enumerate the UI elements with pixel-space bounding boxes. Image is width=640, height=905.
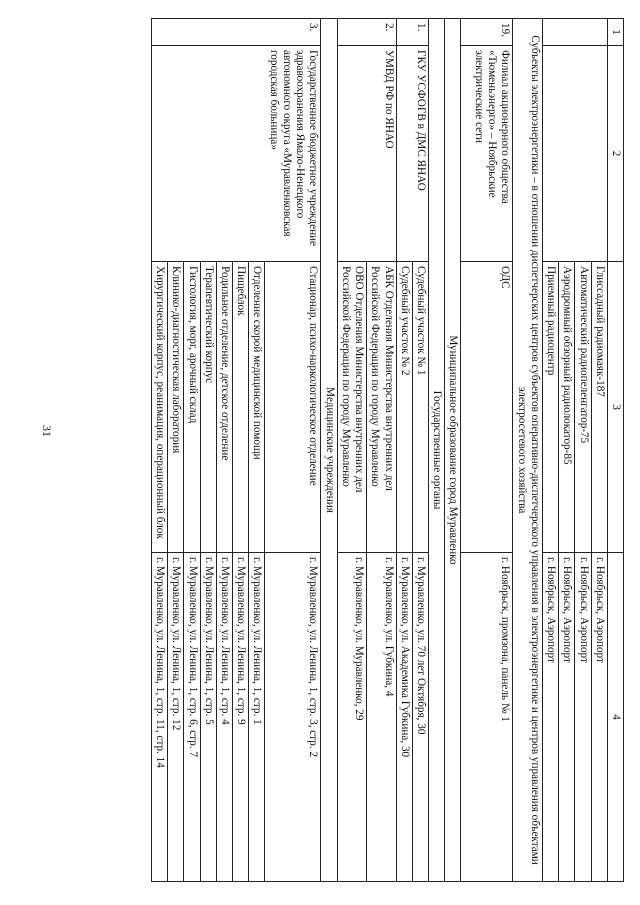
address-cell: г. Муравленко, ул. Академика Губкина, 30 (396, 553, 412, 882)
object-cell: ОДС (461, 262, 513, 553)
address-cell: г. Муравленко, ул. Ленина, 1, стр. 9 (233, 553, 249, 882)
address-cell: г. Муравленко, ул. Губкина, 4 (367, 553, 396, 882)
organization-cell: Филиал акционерного общества «Тюменьэнерго» – Ноябрьские электрические сети (461, 46, 513, 262)
table-row (412, 19, 428, 882)
row-number: 3. (151, 19, 321, 46)
object-cell: Автоматический радиопеленгатор-75 (575, 262, 591, 553)
object-cell: Аэродромный обзорный радиолокатор-85 (559, 262, 575, 553)
organization-cell: Государственное бюджетное учреждение здравоохранения Ямало-Ненецкого автономного округа «Муравленковская городская больница» (151, 46, 321, 262)
object-cell: Глиссадный радиомаяк-187 (591, 262, 607, 553)
object-cell: Судебный участок № 1 (412, 262, 428, 553)
row-number: 1. (396, 19, 428, 46)
section-row (429, 19, 445, 882)
organization-cell: УМВД РФ по ЯНАО (337, 46, 396, 262)
object-cell: Приемный радиоцентр (542, 262, 558, 553)
object-cell: АБК Отделения Министерства внутренних дел Российской Федерации по городу Муравленко (367, 262, 396, 553)
address-cell: г. Муравленко, ул. Ленина, 1, стр. 6, стр. 7 (184, 553, 200, 882)
address-cell: г. Муравленко, ул. Ленина, 1, стр. 1 (249, 553, 265, 882)
objects-table (151, 18, 624, 882)
section-row (445, 19, 461, 882)
object-cell: Судебный участок № 2 (396, 262, 412, 553)
table-row (367, 19, 396, 882)
header-numbers-row (607, 19, 623, 882)
header-num-4: 4 (607, 553, 623, 882)
header-num-1: 1 (607, 19, 623, 46)
address-cell: г. Муравленко, ул. Ленина, 1, стр. 11, стр. 14 (151, 553, 167, 882)
address-cell: г. Муравленко, ул. Ленина, 1, стр. 4 (216, 553, 232, 882)
section-gov-heading: Государственные органы (429, 19, 445, 882)
address-cell: г. Ноябрьск, Аэропорт (542, 553, 558, 882)
object-cell: Клинико-диагностическая лаборатория (168, 262, 184, 553)
table-row (461, 19, 513, 882)
table-row (265, 19, 321, 882)
address-cell: г. Муравленко, ул. Ленина, 1, стр. 3, стр. 2 (265, 553, 321, 882)
address-cell: г. Муравленко, ул. Ленина, 1, стр. 5 (200, 553, 216, 882)
address-cell: г. Муравленко, ул. 70 лет Октября, 30 (412, 553, 428, 882)
section-med-heading: Медицинские учреждения (321, 19, 337, 882)
address-cell: г. Ноябрьск, Аэропорт (575, 553, 591, 882)
table-row (591, 19, 607, 882)
address-cell: г. Муравленко, ул. Ленина, 1, стр. 12 (168, 553, 184, 882)
header-num-3: 3 (607, 262, 623, 553)
address-cell: г. Муравленко, ул. Муравленко, 29 (337, 553, 366, 882)
section-municipal-heading: Муниципальное образование город Муравленко (445, 19, 461, 882)
address-cell: г. Ноябрьск, Аэропорт (591, 553, 607, 882)
rotated-page (64, 18, 624, 881)
object-cell: Гистология, морг, арочный склад (184, 262, 200, 553)
object-cell: Родильное отделение, детское отделение (216, 262, 232, 553)
section-energy-heading: Субъекты электроэнергетики – в отношении диспетчерских центров субъектов оперативно-диспетчерского управления в электроэнергетике и центров управления объектами электросетевого хозяйства (513, 19, 542, 882)
organization-cell: ГКУ УСФОГВ в ДМС ЯНАО (396, 46, 428, 262)
object-cell: Хирургический корпус, реанимация, операционный блок (151, 262, 167, 553)
page-number: 31 (40, 425, 54, 437)
section-row (321, 19, 337, 882)
row-number: 2. (337, 19, 396, 46)
address-cell: г. Ноябрьск, Аэропорт (559, 553, 575, 882)
address-cell: г. Ноябрьск, промзона, панель № 1 (461, 553, 513, 882)
section-row (513, 19, 542, 882)
object-cell: Стационар, психо-наркологическое отделение (265, 262, 321, 553)
header-num-2: 2 (607, 46, 623, 262)
object-cell: Отделение скорой медицинской помощи (249, 262, 265, 553)
object-cell: Терапевтический корпус (200, 262, 216, 553)
row-number: 19. (461, 19, 513, 46)
object-cell: Пищеблок (233, 262, 249, 553)
object-cell: ОВО Отделения Министерства внутренних дел Российской Федерации по городу Муравленко (337, 262, 366, 553)
